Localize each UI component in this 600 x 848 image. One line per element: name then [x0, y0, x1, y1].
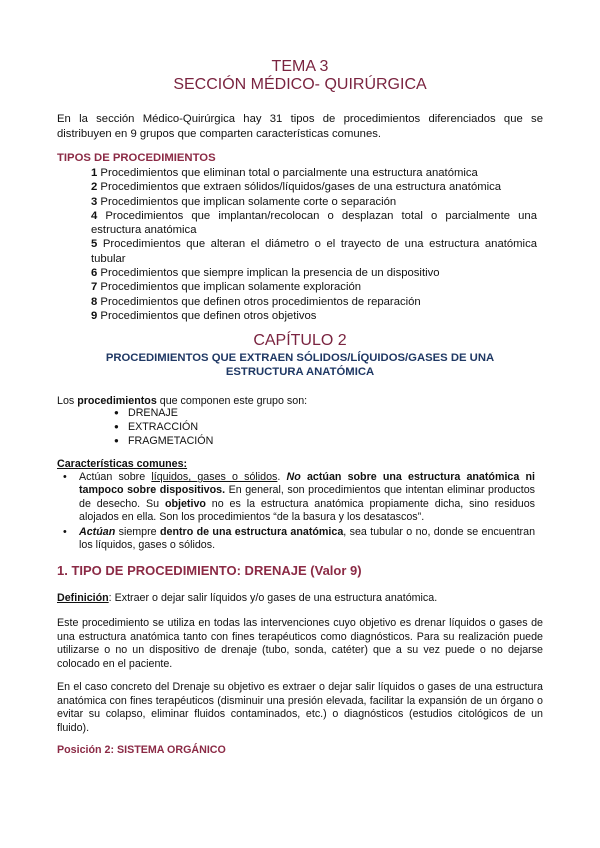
list-item: ● DRENAJE	[114, 406, 213, 420]
caracteristicas-list	[57, 471, 535, 553]
seccion-title: SECCIÓN MÉDICO- QUIRÚRGICA	[173, 76, 427, 93]
list-item: 8 Procedimientos que definen otros procedimientos de reparación	[91, 295, 421, 308]
intro-paragraph: En la sección Médico-Quirúrgica hay 31 tipos de procedimientos diferenciados que se distribuyen en 9 grupos que comparten características comunes.	[57, 113, 543, 140]
capitulo-subtitle: PROCEDIMIENTOS QUE EXTRAEN SÓLIDOS/LÍQUIDOS/GASES DE UNA ESTRUCTURA ANATÓMICA	[105, 352, 495, 378]
caracteristicas-heading: Características comunes:	[57, 458, 188, 470]
drenaje-paragraph-2: En el caso concreto del Drenaje su objetivo es extraer o dejar salir líquidos o gases de una estructura anatómica con fines terapéuticos (disminuir una presión elevada, facilitar la expansión de un órgano o evitar su colapso, eliminar fluidos contaminados, etc.) o diagnósticos (estudios citológicos de un fluido).	[57, 681, 543, 734]
componen-intro: Los procedimientos que componen este grupo son:	[57, 395, 308, 407]
list-item: 2 Procedimientos que extraen sólidos/líquidos/gases de una estructura anatómica	[91, 181, 502, 194]
list-item: ● EXTRACCIÓN	[114, 420, 213, 434]
capitulo-title: CAPÍTULO 2	[253, 332, 347, 349]
tipos-list	[91, 166, 537, 323]
list-item: • Actúan sobre líquidos, gases o sólidos. No actúan sobre una estructura anatómica ni tampoco sobre dispositivos. En general, son procedimientos que intentan eliminar productos de desecho. Su objetivo no es la estructura anatómica propiamente dicha, sino residuos alojados en ella. Son los procedimientos “de la basura y los desatascos”.	[57, 471, 535, 525]
drenaje-paragraph-1: Este procedimiento se utiliza en todas las intervenciones cuyo objetivo es drenar líquidos o gases de una estructura anatómica tanto con fines terapéuticos como diagnósticos. Para su realización puede utilizarse o no un dispositivo de drenaje (tubo, sonda, catéter) que a su vez puede o no dejarse colocado en el paciente.	[57, 617, 543, 670]
list-item: 5 Procedimientos que alteran el diámetro o el trayecto de una estructura anatómica tubular	[91, 238, 537, 265]
list-item: ● FRAGMETACIÓN	[114, 434, 213, 448]
list-item: 1 Procedimientos que eliminan total o parcialmente una estructura anatómica	[91, 167, 478, 179]
section-title-drenaje: 1. TIPO DE PROCEDIMIENTO: DRENAJE (Valor 9)	[57, 563, 362, 578]
definicion-paragraph: Definición: Extraer o dejar salir líquidos y/o gases de una estructura anatómica.	[57, 592, 438, 604]
list-item: • Actúan siempre dentro de una estructura anatómica, sea tubular o no, donde se encuentran los líquidos, gases o sólidos.	[57, 526, 535, 553]
tema-title: TEMA 3	[271, 58, 329, 75]
list-item: 7 Procedimientos que implican solamente exploración	[91, 281, 362, 294]
list-item: 9 Procedimientos que definen otros objetivos	[91, 309, 317, 322]
list-item: 3 Procedimientos que implican solamente corte o separación	[91, 195, 397, 208]
list-item: 6 Procedimientos que siempre implican la presencia de un dispositivo	[91, 267, 440, 280]
procedure-bullet-list	[114, 406, 213, 448]
posicion-heading: Posición 2: SISTEMA ORGÁNICO	[57, 744, 226, 756]
list-item: 4 Procedimientos que implantan/recolocan o desplazan total o parcialmente una estructura anatómica	[91, 209, 537, 237]
tipos-heading: TIPOS DE PROCEDIMIENTOS	[57, 152, 216, 164]
